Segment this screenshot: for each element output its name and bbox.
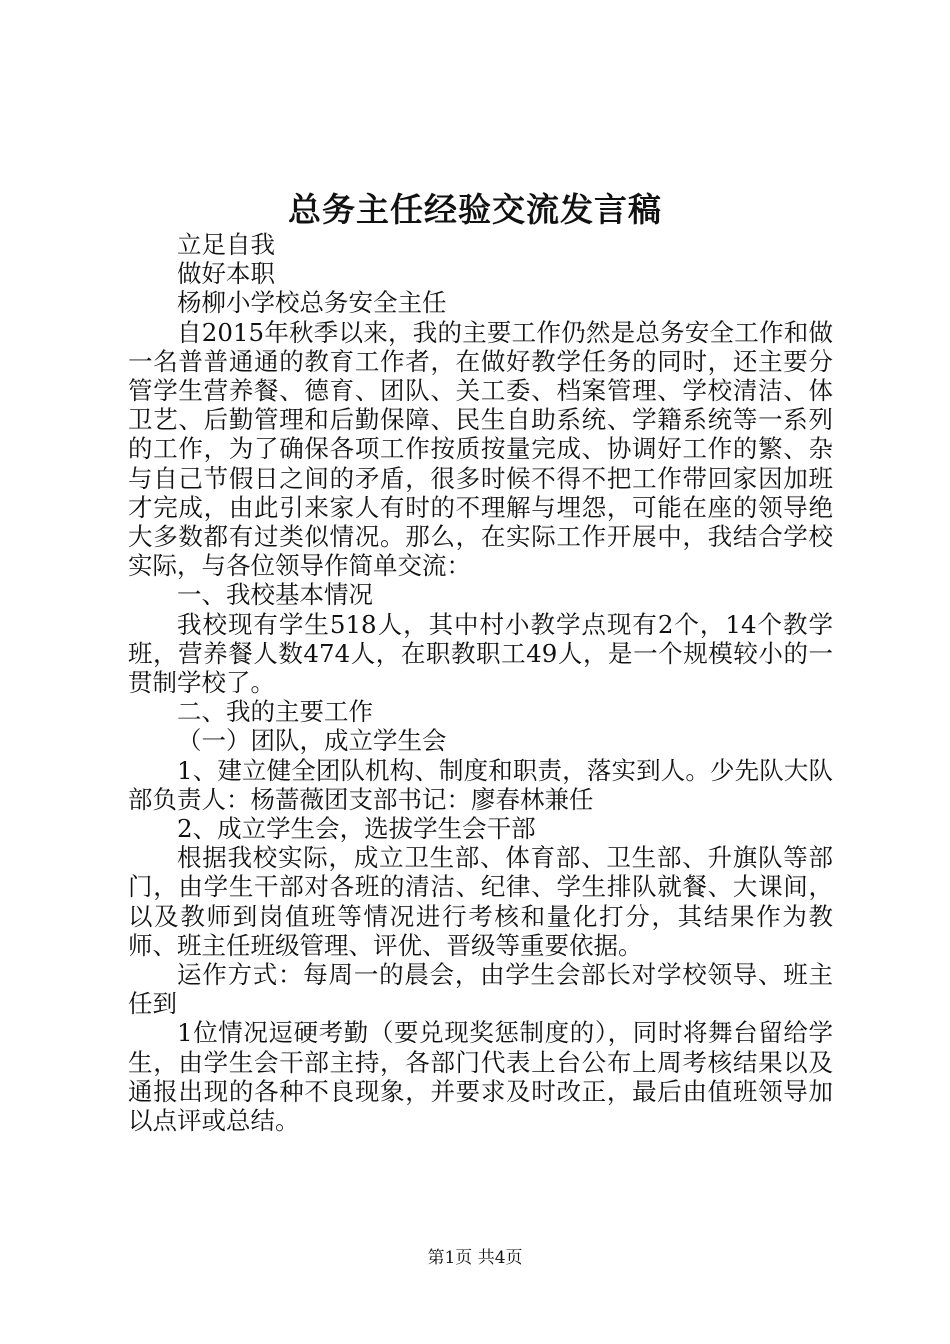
document-body	[128, 230, 833, 1135]
paragraph: 2、成立学生会，选拔学生会干部	[177, 814, 536, 844]
paragraph: 杨柳小学校总务安全主任	[177, 288, 447, 318]
paragraph: 根据我校实际，成立卫生部、体育部、卫生部、升旗队等部门，由学生干部对各班的清洁、纪律、学生排队就餐、大课间，以及教师到岗值班等情况进行考核和量化打分，其结果作为教师、班主任班级管理、评优、晋级等重要依据。	[128, 843, 833, 960]
paragraph: 自2015年秋季以来，我的主要工作仍然是总务安全工作和做一名普普通通的教育工作者，在做好教学任务的同时，还主要分管学生营养餐、德育、团队、关工委、档案管理、学校清洁、体卫艺、后勤管理和后勤保障、民生自助系统、学籍系统等一系列的工作，为了确保各项工作按质按量完成、协调好工作的繁、杂与自己节假日之间的矛盾，很多时候不得不把工作带回家因加班才完成，由此引来家人有时的不理解与埋怨，可能在座的领导绝大多数都有过类似情况。那么，在实际工作开展中，我结合学校实际，与各位领导作简单交流：	[128, 317, 833, 581]
paragraph: 1、建立健全团队机构、制度和职责，落实到人。少先队大队部负责人：杨蔷薇团支部书记：廖春林兼任	[128, 755, 833, 814]
paragraph: 运作方式：每周一的晨会，由学生会部长对学校领导、班主任到	[128, 960, 833, 1019]
subsection-heading: （一）团队，成立学生会	[177, 726, 447, 756]
section-heading: 一、我校基本情况	[177, 580, 373, 610]
document-title: 总务主任经验交流发言稿	[288, 190, 662, 229]
page-footer: 第1页 共4页	[427, 1248, 523, 1268]
paragraph: 立足自我	[177, 230, 275, 259]
section-heading: 二、我的主要工作	[177, 697, 373, 727]
paragraph: 1位情况逗硬考勤（要兑现奖惩制度的），同时将舞台留给学生，由学生会干部主持，各部门代表上台公布上周考核结果以及通报出现的各种不良现象，并要求及时改正，最后由值班领导加以点评或总结。	[128, 1018, 833, 1136]
paragraph: 我校现有学生518人，其中村小教学点现有2个，14个教学班，营养餐人数474人，在职教职工49人，是一个规模较小的一贯制学校了。	[128, 609, 833, 698]
paragraph: 做好本职	[177, 259, 275, 289]
